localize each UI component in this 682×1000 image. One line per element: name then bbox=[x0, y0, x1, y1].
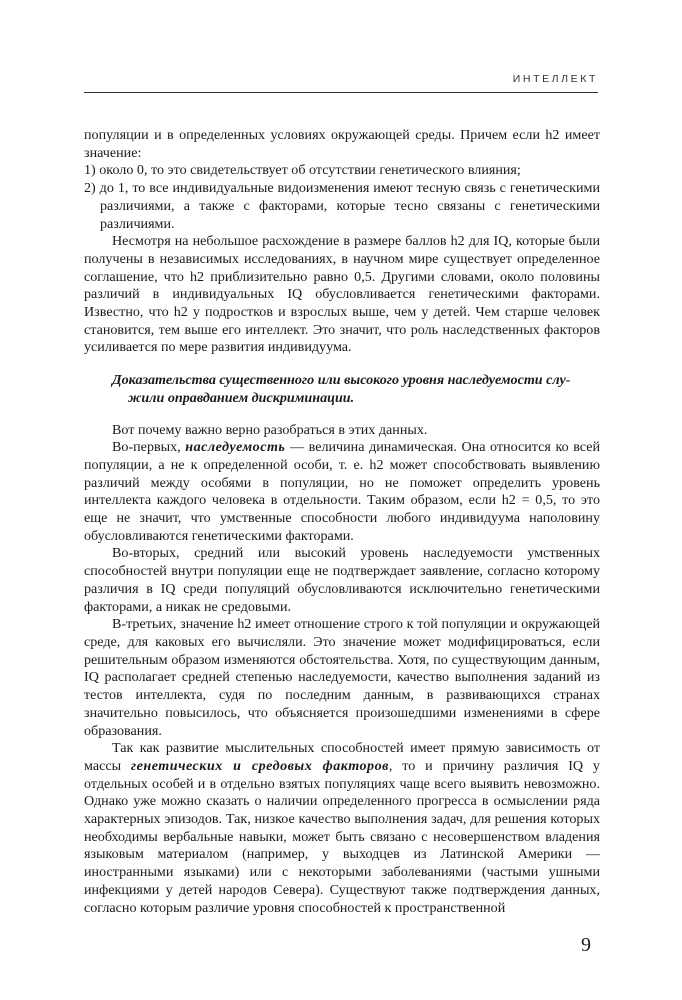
thesis-statement bbox=[84, 372, 600, 407]
paragraph-5: Во-вторых, средний или высокий уровень наследуемости умственных способностей внутри популяции еще не подтверждает заявление, согласно которому различия в IQ среди популяций обусловливаются исключительно генетическими факторами, а никак не средовыми. bbox=[84, 545, 600, 615]
paragraph-4 bbox=[84, 439, 600, 545]
running-title: ИНТЕЛЛЕКТ bbox=[512, 73, 598, 85]
term-genetic-environmental-factors: генетических и средовых факторов bbox=[130, 757, 389, 774]
page-number: 9 bbox=[581, 934, 591, 956]
paragraph-3: Вот почему важно верно разобраться в этих данных. bbox=[112, 421, 428, 438]
paragraph-7 bbox=[84, 740, 600, 917]
page-body bbox=[84, 127, 600, 917]
paragraph-7-rest: , то и причину различия IQ у отдельных особей и в отдельно взятых популяциях чаще всего выявить невозможно. Однако уже можно сказать о наличии определенного прогресса в осмыслении ряда характерных эпизодов. Так, низкое качество выполнения задач, для решения которых необходимы вербальные навыки, может быть связано с несовершенством владения языковым материалом (например, у выходцев из Латинской Америки — иностранными языками) или с некоторыми заболеваниями (частыми ушными инфекциями у детей народов Севера). Существуют также подтверждения данных, согласно которым различие уровня способностей к пространственной bbox=[84, 757, 600, 916]
paragraph-2: Несмотря на небольшое расхождение в размере баллов h2 для IQ, которые были получены в независимых исследованиях, в научном мире существует определенное соглашение, что h2 приблизительно равно 0,5. Другими словами, около половины различий в индивидуальных IQ обусловливается генетическими факторами. Известно, что h2 у подростков и взрослых выше, чем у детей. Чем старше человек становится, тем выше его интеллект. Это значит, что роль наследственных факторов усиливается по мере развития индивидуума. bbox=[84, 233, 600, 356]
header-rule bbox=[84, 92, 598, 93]
thesis-line-2: жили оправданием дискриминации. bbox=[128, 389, 355, 406]
list-item-1: 1) около 0, то это свидетельствует об отсутствии генетического влияния; bbox=[84, 162, 521, 179]
paragraph-4-rest: — величина динамическая. Она относится ко всей популяции, а не к определенной особи, т. е. h2 может способствовать выявлению различий между особями в популяции, но не поможет определить уровень интеллекта каждого человека в отдельности. Таким образом, если h2 = 0,5, то это еще не значит, что умственные способности любого индивидуума наполовину обусловливаются генетическими факторами. bbox=[84, 439, 601, 544]
list-item-2: 2) до 1, то все индивидуальные видоизменения имеют тесную связь с генетическими различиями, а также с факторами, которые тесно связаны с генетическими различиями. bbox=[84, 180, 600, 232]
paragraph-6: В-третьих, значение h2 имеет отношение строго к той популяции и окружающей среде, для каковых его вычисляли. Это значение может модифицироваться, если решительным образом изменяются обстоятельства. Хотя, по существующим данным, IQ располагает средней степенью наследуемости, качество выполнения заданий из тестов интеллекта, судя по последним данным, в развивающихся странах значительно повысилось, что объясняется произошедшими изменениями в сфере образования. bbox=[84, 616, 600, 739]
paragraph-1: популяции и в определенных условиях окружающей среды. Причем если h2 имеет значение: bbox=[84, 127, 600, 161]
thesis-line-1: Доказательства существенного или высокого уровня наследуемости слу- bbox=[112, 372, 571, 389]
term-heritability: наследуемость bbox=[185, 439, 286, 456]
paragraph-4-start: Во-первых, bbox=[112, 439, 186, 456]
paragraph-7-start: Так как развитие мыслительных способностей имеет прямую зависимость от массы bbox=[84, 740, 600, 774]
